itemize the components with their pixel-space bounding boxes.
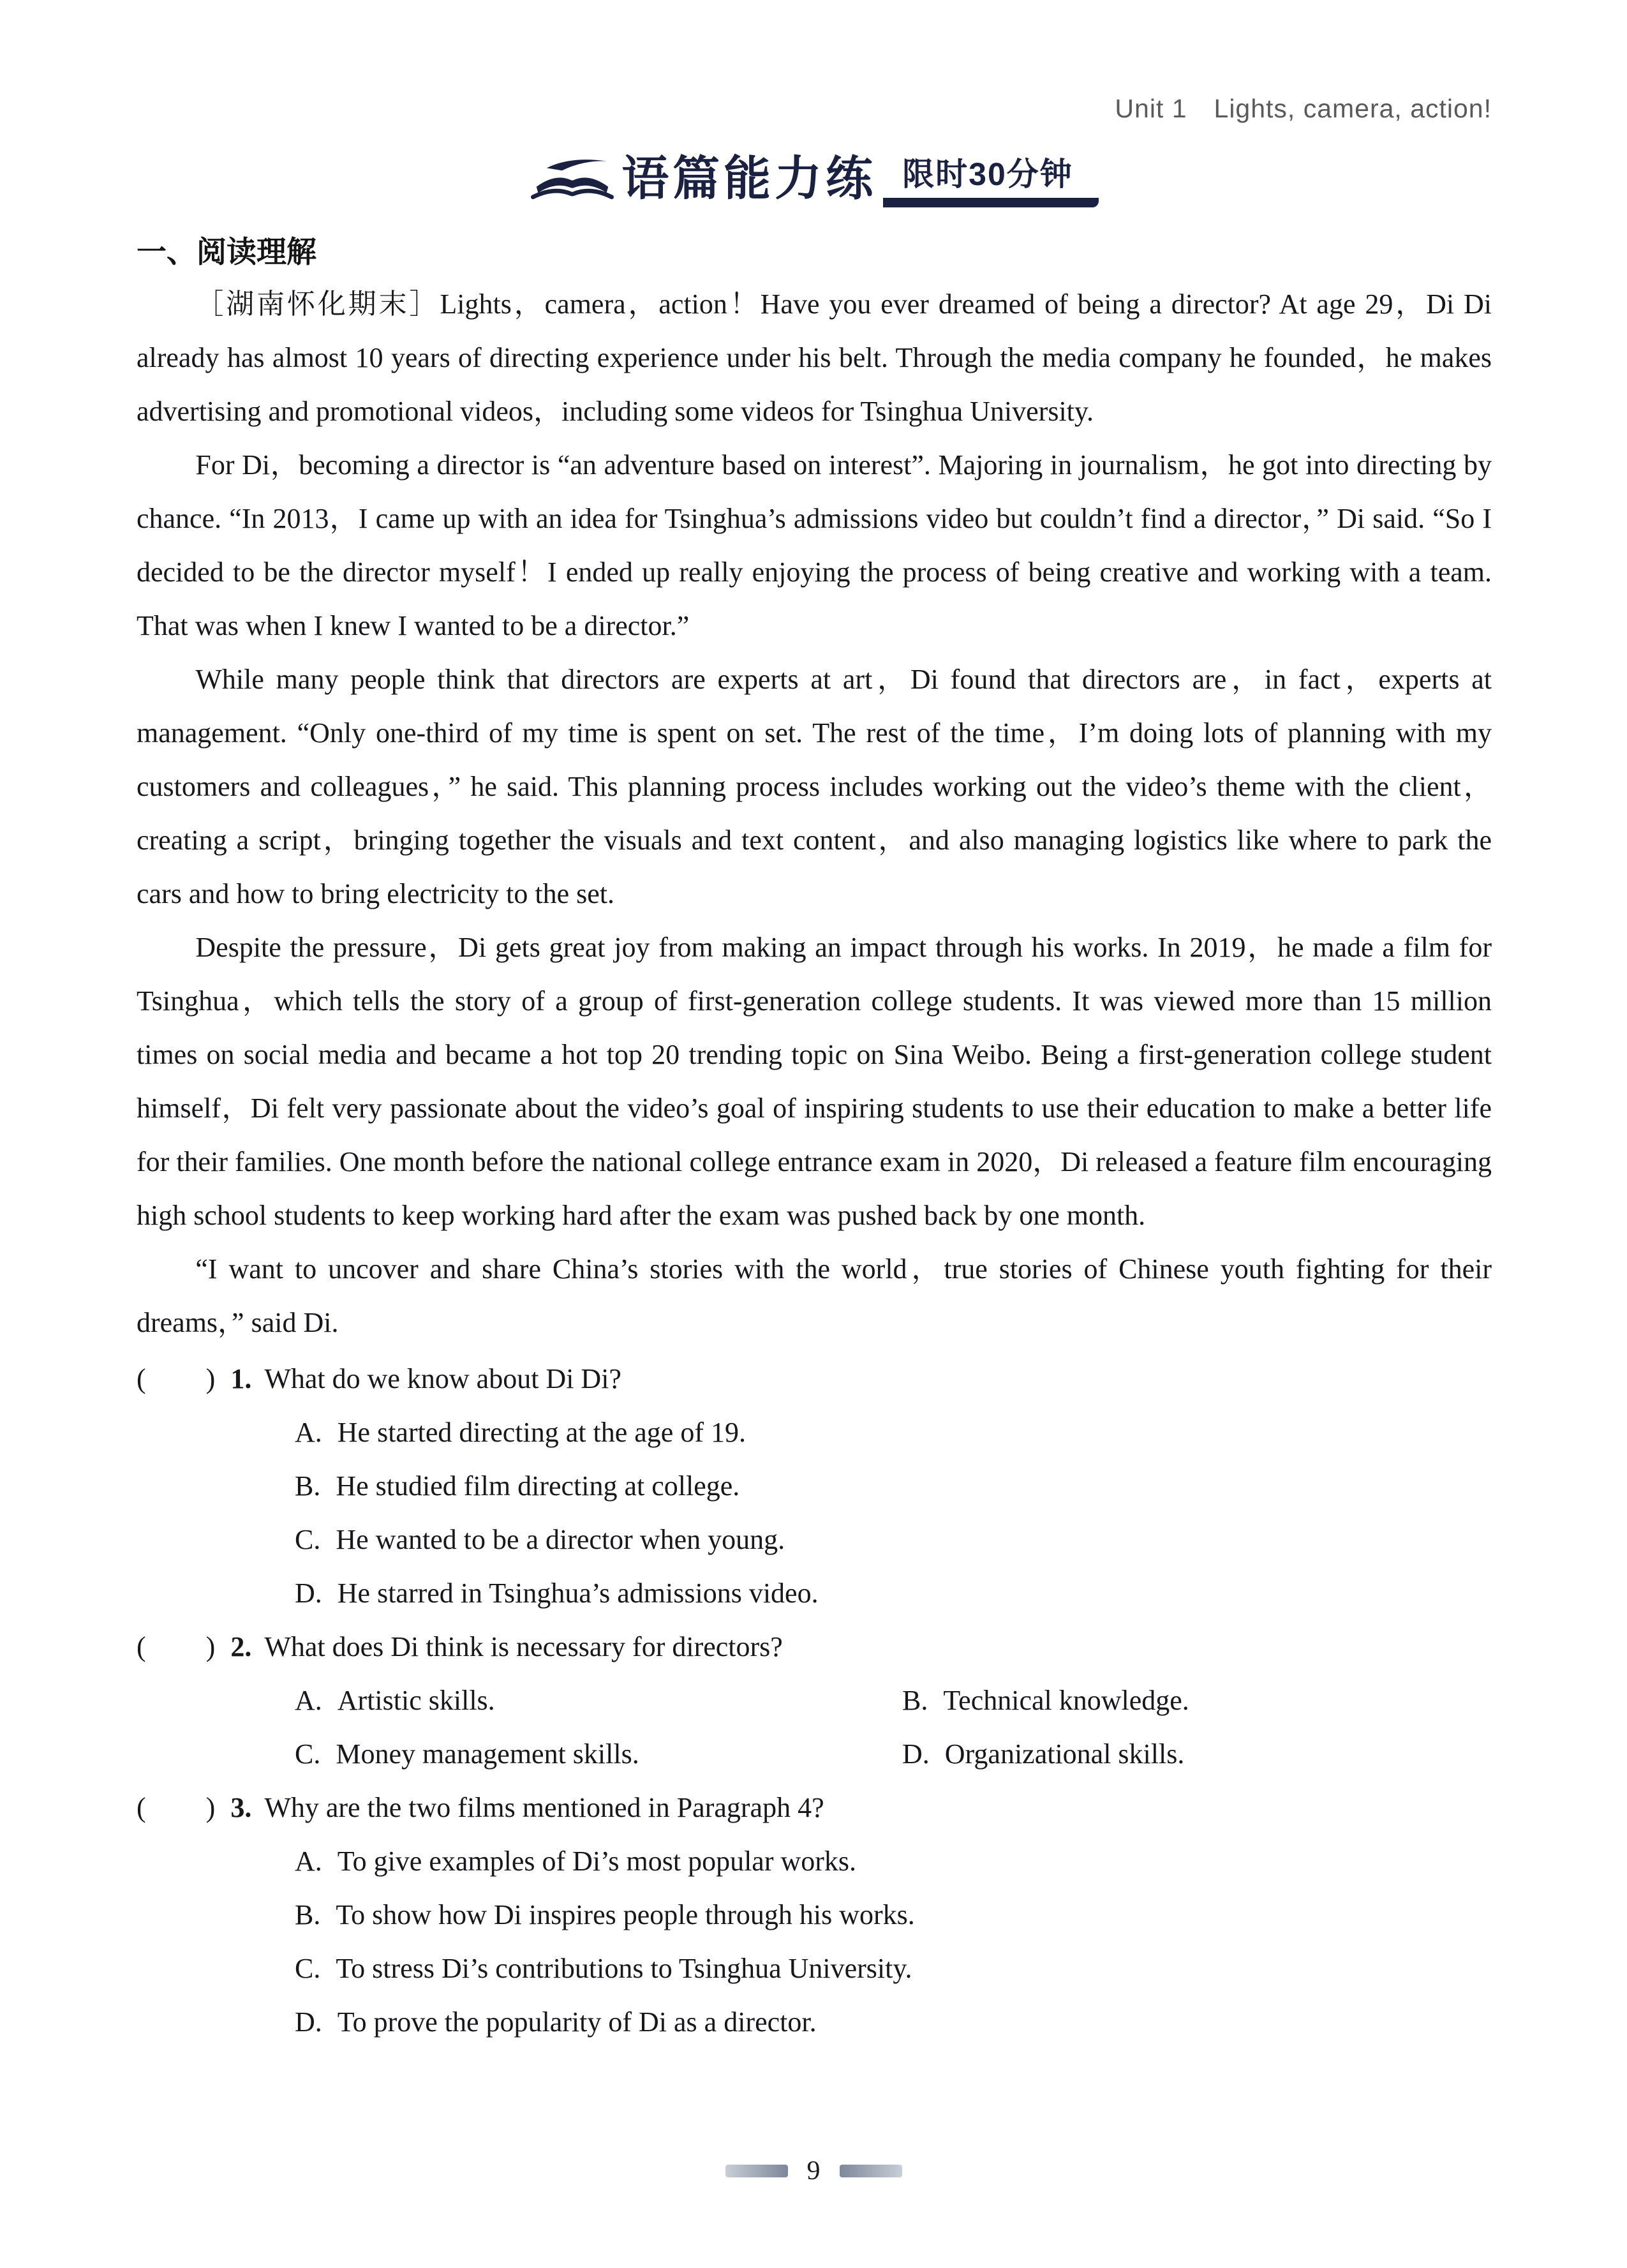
option-b [295,1888,1492,1942]
option-d [295,1996,1492,2049]
page-number: 9 [806,2156,821,2186]
answer-blank: ( ) [137,1792,217,1824]
option-text: He starred in Tsinghua’s admissions video. [337,1578,819,1609]
option-a [295,1674,902,1727]
option-c [295,1727,902,1781]
question-1-options [137,1406,1492,1620]
question-number: 1. [230,1363,252,1395]
option-text: Artistic skills. [337,1685,495,1717]
footer-decor-bar-left [725,2165,788,2177]
question-2-stem-line [137,1620,1492,1674]
passage-paragraph-5: “I want to uncover and share China’s stories with the world，true stories of Chinese youth fighting for their dreams，” said Di. [137,1253,1492,1339]
option-text: He studied film directing at college. [336,1470,740,1502]
option-text: He wanted to be a director when young. [336,1524,785,1556]
question-2 [137,1620,1492,1781]
answer-blank: ( ) [137,1363,217,1395]
option-label: C. [295,1738,321,1770]
option-text: To prove the popularity of Di as a director. [337,2006,817,2038]
question-stem: Why are the two films mentioned in Paragraph 4? [264,1792,824,1824]
passage-paragraph-2: For Di，becoming a director is “an adventure based on interest”. Majoring in journalism，he got into directing by chance. “In 2013，I came up with an idea for Tsinghua’s admissions video but couldn’t find a director，” Di said. “So I decided to be the director myself！I ended up really enjoying the process of being creative and working with a team. That was when I knew I wanted to be a director.” [137,449,1492,642]
footer-decor-bar-right [840,2165,902,2177]
time-limit-label: 限时30分钟 [902,156,1073,193]
question-stem: What does Di think is necessary for directors? [264,1631,783,1663]
option-label: B. [295,1899,321,1931]
option-text: Organizational skills. [944,1738,1185,1770]
question-number: 2. [230,1631,252,1663]
option-text: Money management skills. [336,1738,639,1770]
passage-paragraph-1: ［湖南怀化期末］Lights，camera，action！Have you ever dreamed of being a director? At age 29，Di Di already has almost 10 years of directing experience under his belt. Through the media company he founded，he makes advertising and promotional videos，including some videos for Tsinghua University. [137,288,1492,428]
answer-blank: ( ) [137,1631,217,1663]
question-1 [137,1352,1492,1620]
option-label: A. [295,1685,322,1717]
book-logo-icon [530,153,615,207]
option-a [295,1835,1492,1888]
question-list [137,1352,1492,2049]
section-title-reading: 一、阅读理解 [137,235,316,269]
page-footer [0,2156,1627,2186]
option-text: To show how Di inspires people through his works. [336,1899,915,1931]
option-label: B. [295,1470,321,1502]
time-limit-underline [883,158,1099,207]
option-a [295,1406,1492,1459]
question-3-options [137,1835,1492,2049]
question-1-stem-line [137,1352,1492,1406]
option-b [902,1674,1492,1727]
question-3 [137,1781,1492,2049]
passage-paragraph-4: Despite the pressure，Di gets great joy from making an impact through his works. In 2019，he made a film for Tsinghua，which tells the story of a group of first-generation college students. It was viewed more than 15 million times on social media and became a hot top 20 trending topic on Sina Weibo. Being a first-generation college student himself，Di felt very passionate about the video’s goal of inspiring students to use their education to make a better life for their families. One month before the national college entrance exam in 2020，Di released a feature film encouraging high school students to keep working hard after the exam was pushed back by one month. [137,932,1492,1232]
option-b [295,1459,1492,1513]
passage-paragraph-3: While many people think that directors are experts at art，Di found that directors are，in fact，experts at management. “Only one-third of my time is spent on set. The rest of the time，I’m doing lots of planning with my customers and colleagues，” he said. This planning process includes working out the video’s theme with the client，creating a script，bringing together the visuals and text content，and also managing logistics like where to park the cars and how to bring electricity to the set. [137,664,1492,910]
option-d [902,1727,1492,1781]
option-label: C. [295,1524,321,1556]
question-stem: What do we know about Di Di? [264,1363,621,1395]
question-2-options [137,1674,1492,1781]
option-c [295,1942,1492,1996]
banner-title: 语篇能力练 [621,152,877,205]
option-label: B. [902,1685,928,1717]
reading-passage [137,278,1492,1350]
option-label: D. [295,1578,322,1609]
question-number: 3. [230,1792,252,1824]
option-label: D. [295,2006,322,2038]
option-text: Technical knowledge. [943,1685,1189,1717]
unit-header: Unit 1 Lights, camera, action! [1115,94,1492,123]
option-text: To stress Di’s contributions to Tsinghua University. [336,1953,912,1985]
option-label: A. [295,1417,322,1449]
option-text: He started directing at the age of 19. [337,1417,746,1449]
option-text: To give examples of Di’s most popular works. [337,1846,857,1877]
option-label: C. [295,1953,321,1985]
option-c [295,1513,1492,1567]
option-d [295,1567,1492,1620]
option-label: A. [295,1846,322,1877]
option-label: D. [902,1738,930,1770]
question-3-stem-line [137,1781,1492,1835]
exercise-banner [137,145,1492,207]
